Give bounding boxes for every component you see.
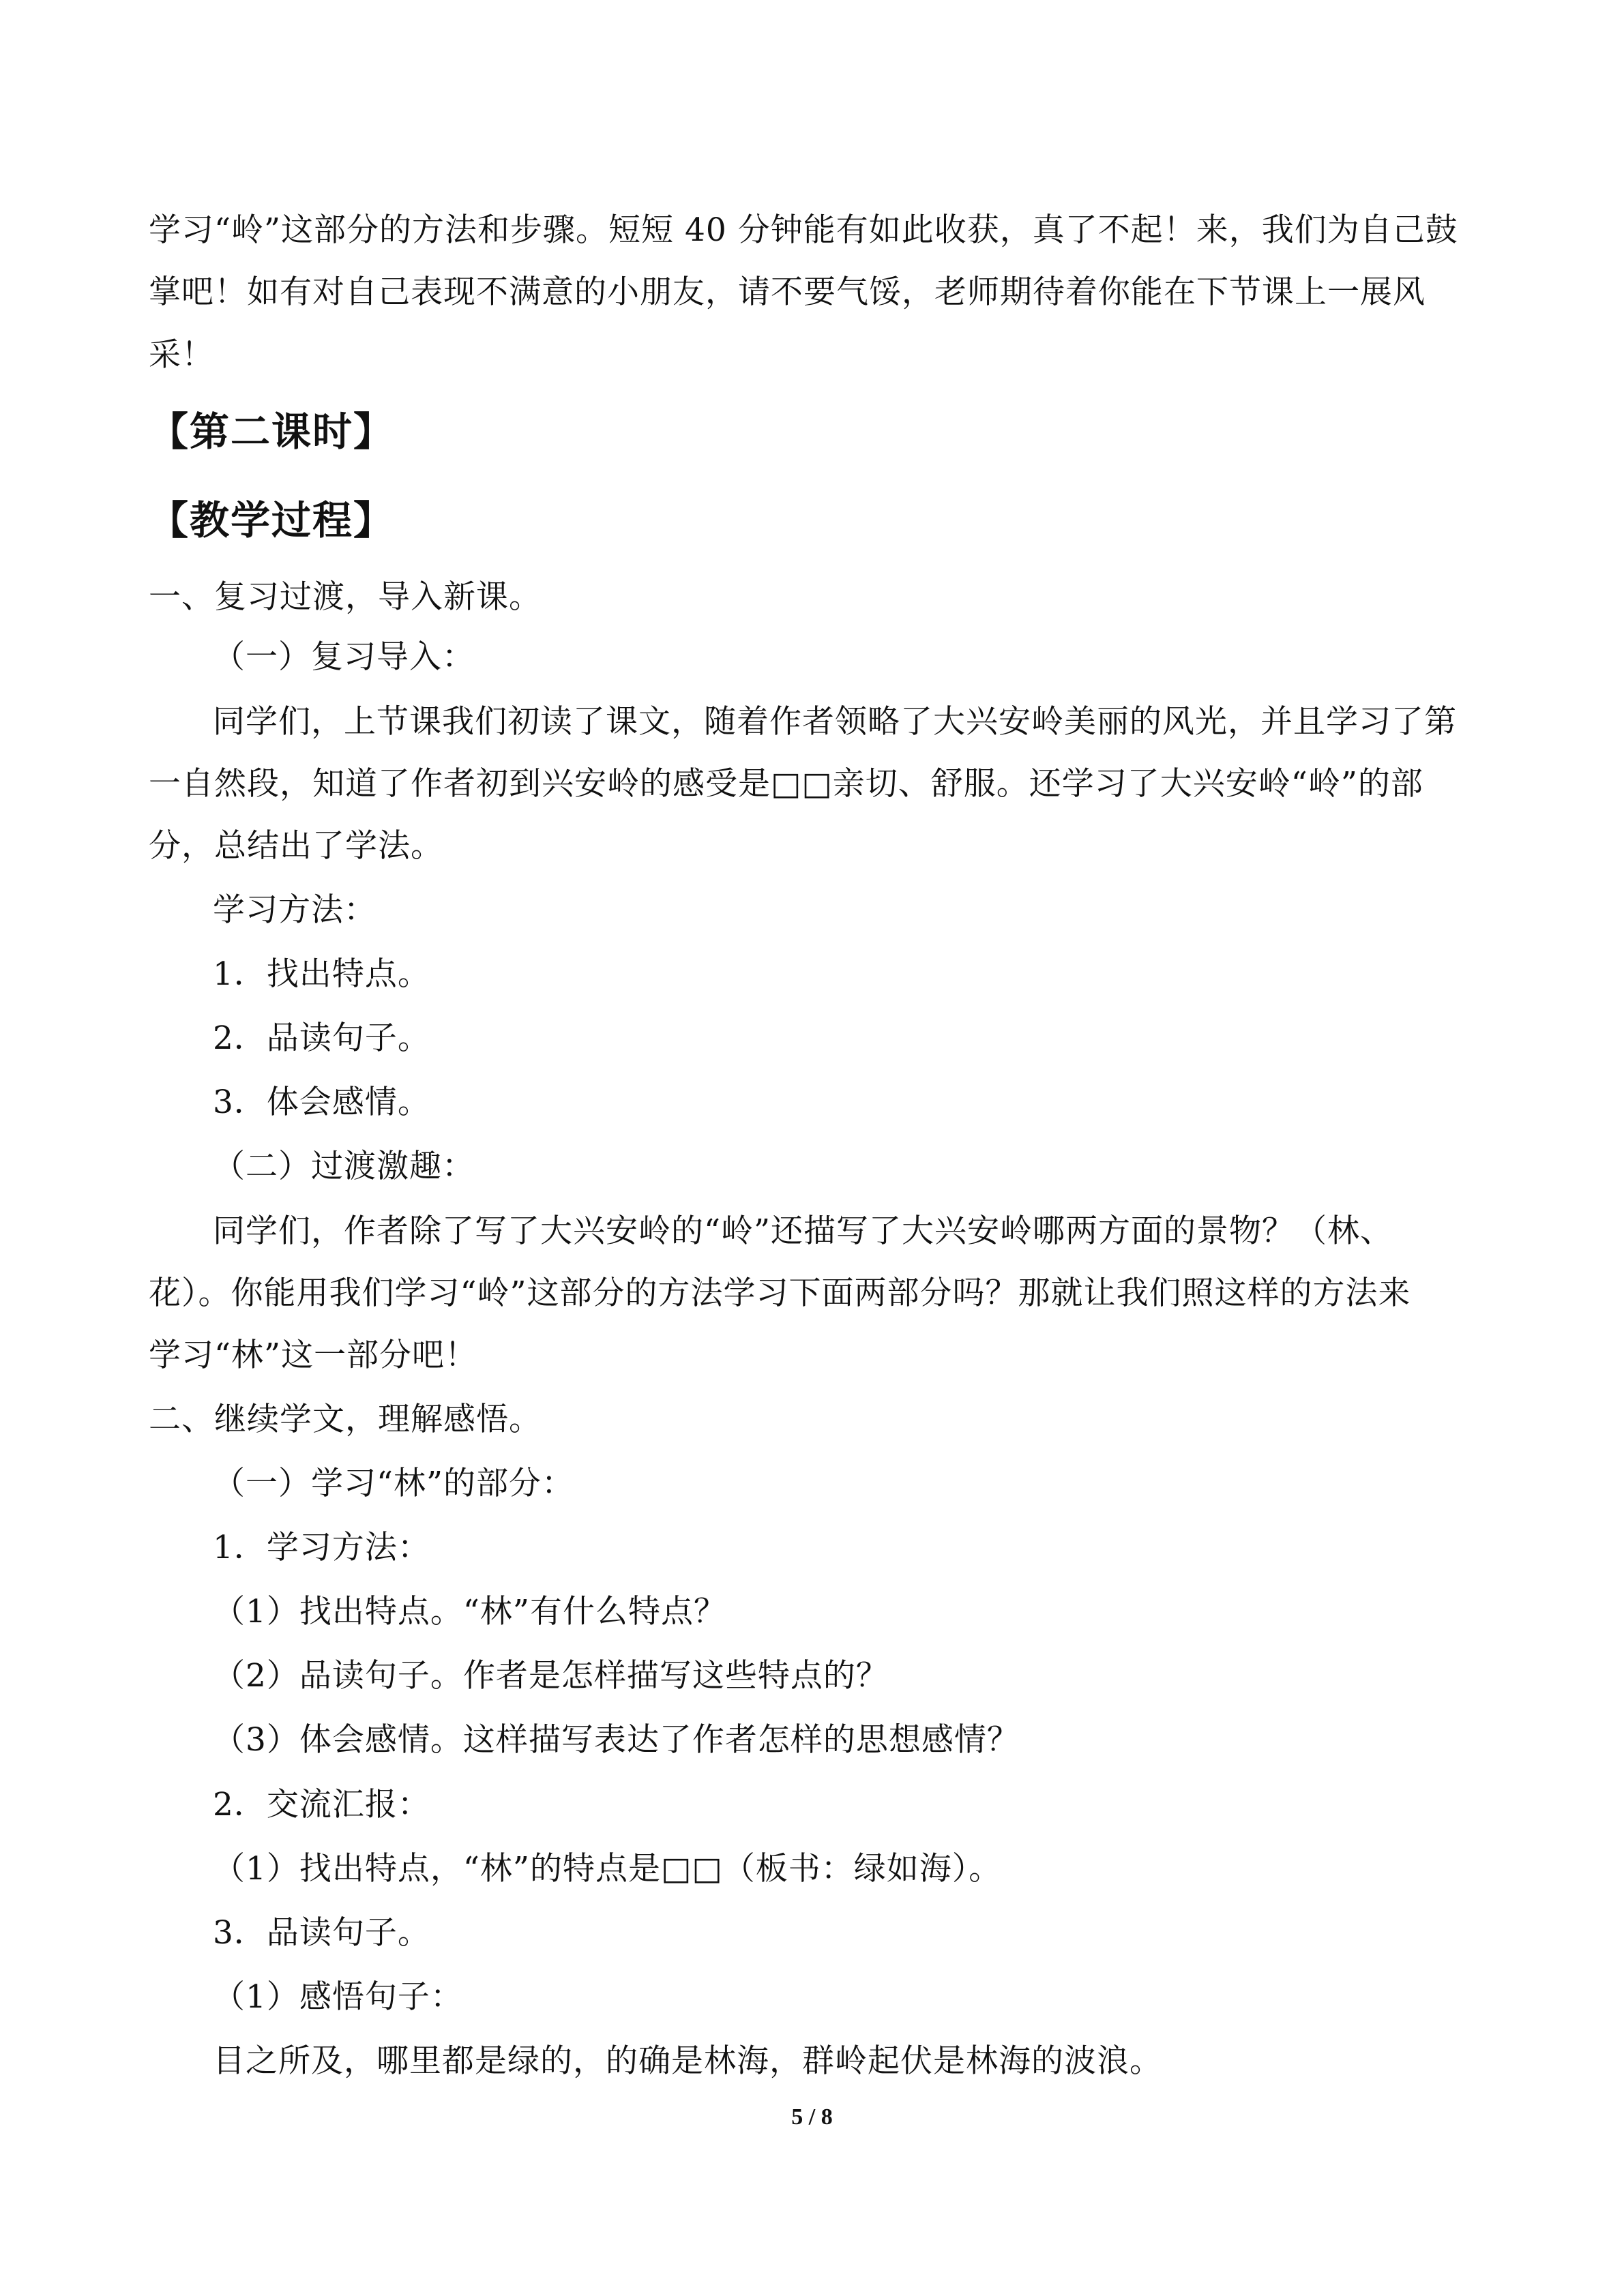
section-1-text-4: 同学们，作者除了写了大兴安岭的“岭”还描写了大兴安岭哪两方面的景物？（林、 [213, 1212, 1393, 1250]
section-1-title: 一、复习过渡，导入新课。 [149, 578, 542, 616]
section-2-item-2a: （1）找出特点，“林”的特点是□□（板书：绿如海）。 [213, 1850, 1002, 1888]
section-2-item-3: 3．品读句子。 [213, 1914, 430, 1952]
paragraph-line-2: 掌吧！如有对自己表现不满意的小朋友，请不要气馁，老师期待着你能在下节课上一展风 [149, 273, 1426, 311]
section-1-subheading-2: （二）过渡激趣： [213, 1148, 475, 1185]
section-1-text-6: 学习“林”这一部分吧！ [149, 1337, 478, 1374]
section-1-text-1: 同学们，上节课我们初读了课文，随着作者领略了大兴安岭美丽的风光，并且学习了第 [213, 703, 1457, 741]
process-heading: 【教学过程】 [149, 497, 395, 543]
paragraph-line-3: 采！ [149, 336, 214, 374]
quote-text: 目之所及，哪里都是绿的，的确是林海，群岭起伏是林海的波浪。 [213, 2042, 1162, 2080]
lesson-heading: 【第二课时】 [149, 408, 395, 455]
section-2-item-3a: （1）感悟句子： [213, 1978, 463, 2016]
method-item-1: 1．找出特点。 [213, 955, 430, 993]
section-2-subheading-1: （一）学习“林”的部分： [213, 1465, 575, 1502]
method-item-3: 3．体会感情。 [213, 1084, 430, 1121]
section-2-item-1b: （2）品读句子。作者是怎样描写这些特点的？ [213, 1657, 889, 1695]
section-2-item-1: 1．学习方法： [213, 1529, 430, 1566]
section-2-item-2: 2．交流汇报： [213, 1786, 430, 1823]
paragraph-line-1: 学习“岭”这部分的方法和步骤。短短 40 分钟能有如此收获，真了不起！来，我们为自己鼓 [149, 211, 1458, 249]
page-number: 5 / 8 [791, 2104, 833, 2130]
section-1-text-3: 分，总结出了学法。 [149, 827, 443, 865]
method-item-2: 2．品读句子。 [213, 1019, 430, 1057]
section-1-text-2: 一自然段，知道了作者初到兴安岭的感受是□□亲切、舒服。还学习了大兴安岭“岭”的部 [149, 765, 1423, 803]
methods-label: 学习方法： [213, 891, 377, 929]
section-1-subheading-1: （一）复习导入： [213, 638, 475, 676]
section-1-text-5: 花）。你能用我们学习“岭”这部分的方法学习下面两部分吗？那就让我们照这样的方法来 [149, 1274, 1411, 1312]
section-2-item-1c: （3）体会感情。这样描写表达了作者怎样的思想感情？ [213, 1721, 1020, 1759]
section-2-item-1a: （1）找出特点。“林”有什么特点？ [213, 1593, 726, 1630]
section-2-title: 二、继续学文，理解感悟。 [149, 1401, 542, 1438]
